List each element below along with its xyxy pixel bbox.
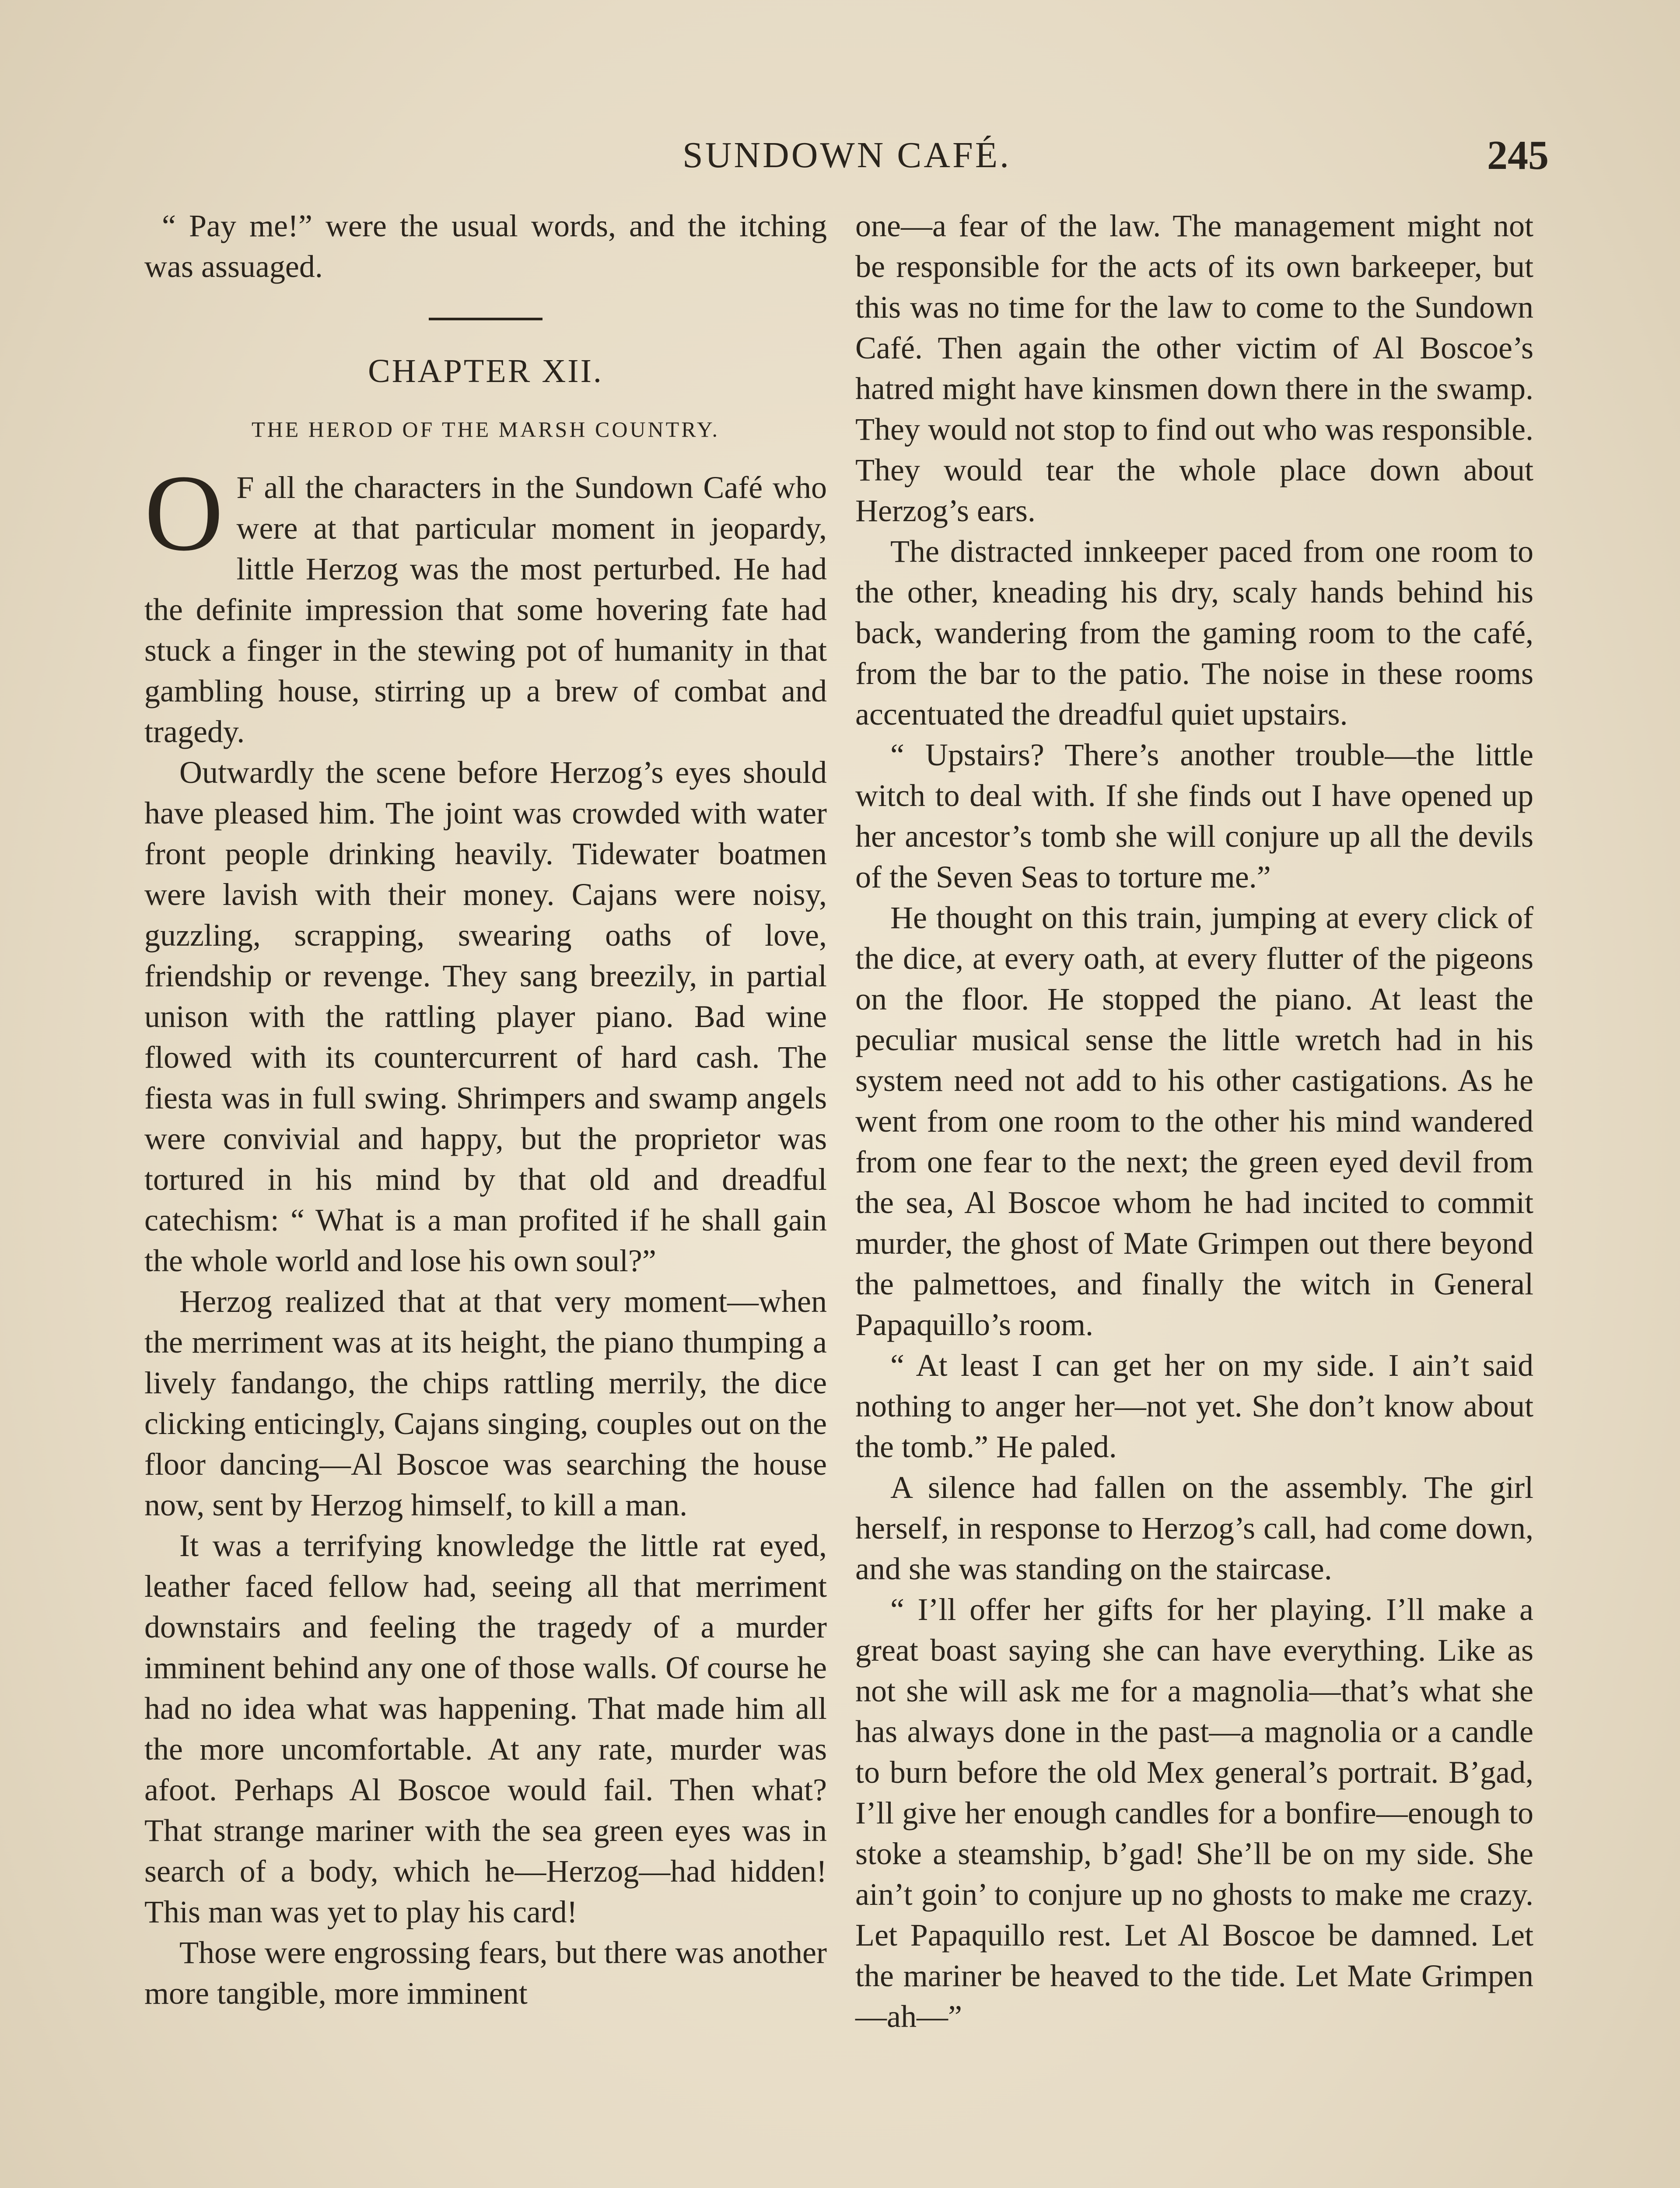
paragraph: It was a terrifying knowledge the little rat eyed, leather faced fellow had, seeing all that merriment downstairs and feeling the tragedy of a murder imminent behind any one of those walls. Of course he had no idea what was happening. That made him all the more uncomfortable. At any rate, murder was afoot. Perhaps Al Boscoe would fail. Then what? That strange mariner with the sea green eyes was in search of a body, which he—Herzog—had hidden! This man was yet to play his card! <box>144 1528 827 1929</box>
paragraph: Those were engrossing fears, but there was another more tangible, more imminent <box>144 1935 827 2011</box>
paragraph: He thought on this train, jumping at every click of the dice, at every oath, at every flutter of the pigeons on the floor. He stopped the piano. At least the peculiar musical sense the little wretch had in his system need not add to his other castigations. As he went from one room to the other his mind wandered from one fear to the next; the green eyed devil from the sea, Al Boscoe whom he had incited to commit murder, the ghost of Mate Grimpen out there beyond the palmettoes, and finally the witch in General Papaquillo’s room. <box>855 900 1533 1342</box>
section-divider <box>429 318 542 320</box>
chapter-subtitle: THE HEROD OF THE MARSH COUNTRY. <box>252 417 720 442</box>
paragraph: Outwardly the scene before Herzog’s eyes should have pleased him. The joint was crowded with water front people drinking heavily. Tidewater boatmen were lavish with their money. Cajans were noisy, guzzling, scrapping, swearing oaths of love, friendship or revenge. They sang breezily, in partial unison with the rattling player piano. Bad wine flowed with its countercurrent of hard cash. The fiesta was in full swing. Shrimpers and swamp angels were convivial and happy, but the proprietor was tortured in his mind by that old and dreadful catechism: “ What is a man profited if he shall gain the whole world and lose his own soul?” <box>144 755 827 1278</box>
running-head <box>0 131 1680 179</box>
right-column <box>855 206 1533 2037</box>
page-number: 245 <box>1487 133 1549 178</box>
chapter-title: CHAPTER XII. <box>368 353 603 389</box>
opening-paragraph-text: F all the characters in the Sundown Café who were at that particular moment in jeopardy, little Herzog was the most perturbed. He had the definite impression that some hovering fate had stuck a finger in the stewing pot of humanity in that gambling house, stirring up a brew of combat and tragedy. <box>144 470 827 749</box>
drop-cap: O <box>144 452 224 574</box>
paragraph: “ Pay me!” were the usual words, and the itching was assuaged. <box>144 208 827 284</box>
paragraph: The distracted innkeeper paced from one room to the other, kneading his dry, scaly hands behind his back, wandering from the gaming room to the café, from the bar to the patio. The noise in these rooms accentuated the dreadful quiet upstairs. <box>855 534 1533 732</box>
paragraph: “ I’ll offer her gifts for her playing. I’ll make a great boast saying she can have everything. Like as not she will ask me for a magnolia—that’s what she has always done in the past—a magnolia or a candle to burn before the old Mex general’s portrait. B’gad, I’ll give her enough candles for a bonfire—enough to stoke a steamship, b’gad! She’ll be on my side. She ain’t goin’ to conjure up no ghosts to make me crazy. Let Papaquillo rest. Let Al Boscoe be damned. Let the mariner be heaved to the tide. Let Mate Grimpen—ah—” <box>855 1592 1533 2034</box>
opening-paragraph <box>144 452 827 752</box>
paragraph: “ Upstairs? There’s another trouble—the little witch to deal with. If she finds out I have opened up her ancestor’s tomb she will conjure up all the devils of the Seven Seas to torture me.” <box>855 737 1533 894</box>
running-title: SUNDOWN CAFÉ. <box>682 135 1012 175</box>
paragraph: A silence had fallen on the assembly. The girl herself, in response to Herzog’s call, had come down, and she was standing on the staircase. <box>855 1470 1533 1586</box>
left-column <box>144 206 827 2014</box>
paragraph: Herzog realized that at that very moment—when the merriment was at its height, the piano thumping a lively fandango, the chips rattling merrily, the dice clicking enticingly, Cajans singing, couples out on the floor dancing—Al Boscoe was searching the house now, sent by Herzog himself, to kill a man. <box>144 1284 827 1522</box>
paragraph: one—a fear of the law. The management might not be responsible for the acts of its own barkeeper, but this was no time for the law to come to the Sundown Café. Then again the other victim of Al Boscoe’s hatred might have kinsmen down there in the swamp. They would not stop to find out who was responsible. They would tear the whole place down about Herzog’s ears. <box>855 208 1533 528</box>
paragraph: “ At least I can get her on my side. I ain’t said nothing to anger her—not yet. She don’t know about the tomb.” He paled. <box>855 1348 1533 1464</box>
